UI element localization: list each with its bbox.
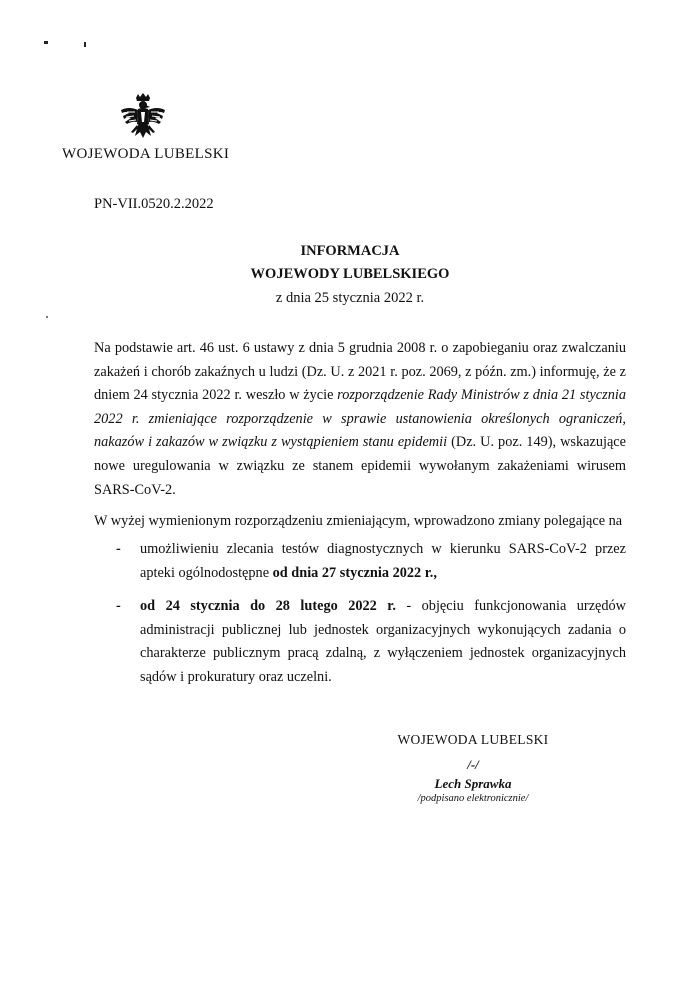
document-title: INFORMACJA [300,243,400,259]
list-item [94,538,626,585]
list-item [94,595,626,689]
paragraph-text: Na podstawie art. 46 ust. 6 ustawy z dnia 5 grudnia 2008 r. o zapobieganiu oraz zwalczaniu zakażeń i chorób zakaźnych u ludzi (Dz. U. z 2021 r. poz. 2069, z późn. zm.) informuję, że z dniem 24 stycznia 2022 r. weszło w życie [94,340,626,404]
signature-title: WOJEWODA LUBELSKI [397,732,549,747]
list-item-text-part: , [433,564,437,581]
signature-mark: /-/ [467,757,479,772]
signature-name: Lech Sprawka [434,776,512,791]
list-item-date: od 24 stycznia do 28 lutego 2022 r. [140,598,396,614]
reference-number: PN-VII.0520.2.2022 [94,196,214,212]
polish-eagle-emblem-icon [117,92,169,144]
signature-note: /podpisano elektronicznie/ [417,793,529,804]
scan-speck [44,41,48,44]
authority-name: WOJEWODA LUBELSKI [62,146,230,162]
paragraph-legal-basis [94,337,626,502]
document-date: z dnia 25 stycznia 2022 r. [275,290,425,306]
list-item-text [140,538,626,585]
list-item-date: od dnia 27 stycznia 2022 r. [272,564,434,581]
bullet-marker: - [116,541,121,557]
list-item-text [140,595,626,689]
list-item-text-part: umożliwieniu zlecania testów diagnostycznych w kierunku SARS-CoV-2 przez apteki ogólnodostępne [140,541,626,581]
regulation-title: rozporządzenie Rady Ministrów z dnia 21 stycznia 2022 r. zmieniające rozporządzenie w sprawie ustanowienia określonych ograniczeń, nakazów i zakazów w związku z wystąpieniem stanu epidemii [94,387,626,451]
paragraph-text: (Dz. U. poz. 149), wskazujące nowe uregulowania w związku ze stanem epidemii wywołanym zakażeniami wirusem SARS-CoV-2. [94,434,626,498]
document-subtitle: WOJEWODY LUBELSKIEGO [250,266,450,282]
paragraph-changes-intro: W wyżej wymienionym rozporządzeniu zmieniającym, wprowadzono zmiany polegające na [94,513,623,529]
list-item-text-part: - objęciu funkcjonowania urzędów administracji publicznej lub jednostek organizacyjnych wykonujących zadania o charakterze publicznym pracą zdalną, z wyłączeniem jednostek organizacyjnych sądów i prokuratury oraz uczelni. [140,598,627,685]
bullet-marker: - [116,598,121,614]
scan-speck [46,316,48,318]
scan-speck [84,42,86,47]
